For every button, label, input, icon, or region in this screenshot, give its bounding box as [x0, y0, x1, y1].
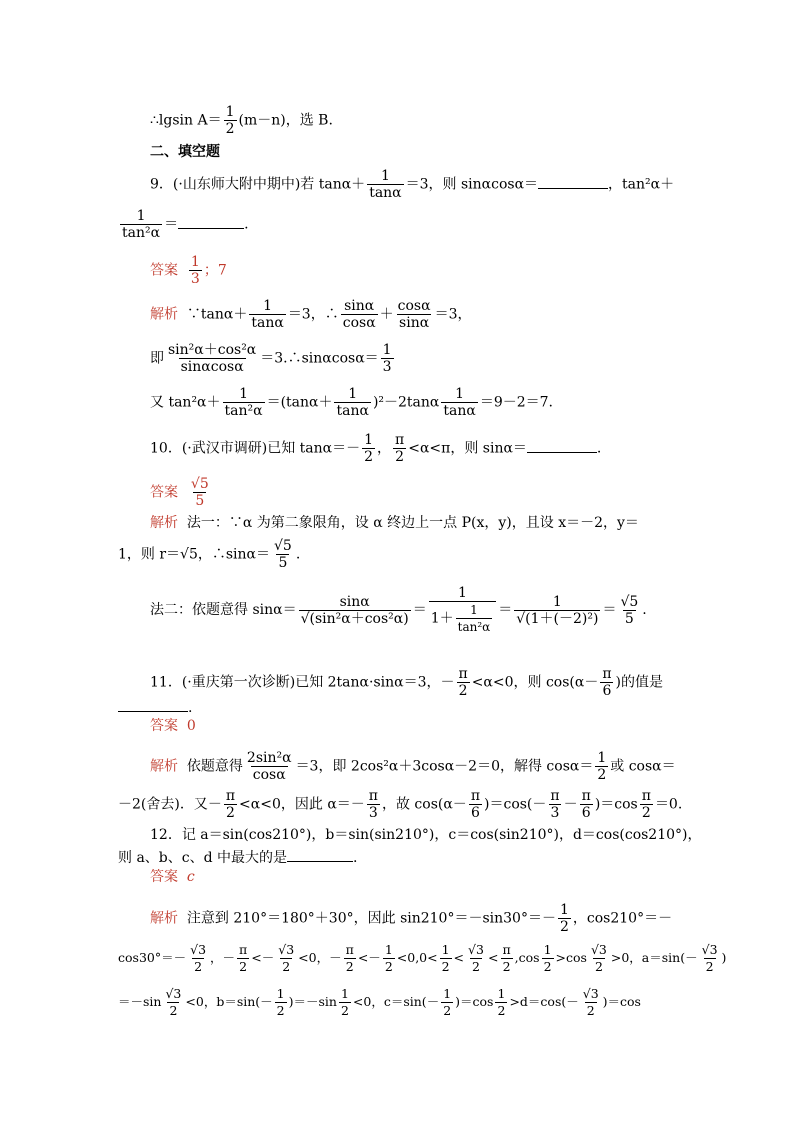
- section-title: 二、填空题: [150, 144, 220, 160]
- analysis-label: 解析: [150, 758, 178, 775]
- q12-answer: 答案 c: [150, 869, 195, 885]
- q12-blank[interactable]: [287, 847, 353, 862]
- q9-answer: 答案 $\frac{1}{3}$ ；7: [150, 254, 227, 287]
- q11-analysis-line1: 解析 依题意得 $\frac{\text{2sin²α}}{\cos\alpha}$ ＝3，即 2cos²α＋3cosα－2＝0，解得 cosα＝ $\frac{1}{2}$ 或 cosα＝: [150, 750, 676, 783]
- analysis-label: 解析: [150, 910, 178, 927]
- answer-label: 答案: [150, 484, 178, 501]
- q9-blank2[interactable]: [178, 214, 244, 229]
- q9-line1: 9．(·山东师大附中期中)若 tanα＋ $\frac{1}{\tan\alpha}$ ＝3，则 sinαcosα＝ ，tan²α＋: [150, 168, 675, 201]
- q12-analysis-line1: 解析 注意到 210°＝180°＋30°，因此 sin210°＝－sin30°＝－ $\frac{1}{2}$ ，cos210°＝－: [150, 902, 673, 935]
- q11-line1: 11．(·重庆第一次诊断)已知 2tanα·sinα＝3，－ $\frac{\pi}{2}$ <α<0，则 cos(α－ $\frac{\pi}{6}$ )的值是: [150, 666, 664, 699]
- q11-blank[interactable]: [118, 697, 188, 712]
- prev-result-post: (m－n)，选 B.: [238, 112, 333, 129]
- analysis-label: 解析: [150, 306, 178, 323]
- q11-line2: .: [118, 697, 192, 717]
- q12-line2: 则 a、b、c、d 中最大的是 .: [118, 847, 357, 867]
- q12-line1: 12．记 a＝sin(cos210°)，b＝sin(sin210°)，c＝cos(sin210°)，d＝cos(cos210°)，: [150, 827, 702, 843]
- analysis-label: 解析: [150, 515, 178, 531]
- answer-label: 答案: [150, 718, 178, 734]
- q12-analysis-line3: ＝－sin $\frac{√3}{2}$ <0，b＝sin(－ $\frac{1}{2}$ )＝－sin $\frac{1}{2}$ <0，c＝sin(－ $\frac{1}{2}$ )＝cos $\frac{1}{2}$ >d＝cos(－ $\frac{√3}{2}$ )＝cos: [118, 986, 641, 1018]
- q9-line2: $\frac{1}{\text{tan²α}}$ ＝ .: [122, 208, 249, 241]
- q9-analysis-line3: 又 tan²α＋ $\frac{1}{\text{tan²α}}$ ＝(tanα＋ $\frac{1}{\tan\alpha}$ )²－2tanα $\frac{1}{\tan\alpha}$ ＝9－2＝7.: [150, 386, 553, 419]
- prev-result-line: [150, 104, 333, 137]
- q9-analysis-line1: 解析 ∵tanα＋ $\frac{1}{\tan\alpha}$ ＝3，∴ $\frac{\sin\alpha}{\cos\alpha}$ ＋ $\frac{\cos\alpha}{\sin\alpha}$ ＝3，: [150, 298, 472, 331]
- q12-analysis-line2: cos30°＝－ $\frac{√3}{2}$ ，－ $\frac{\pi}{2}$ <－ $\frac{√3}{2}$ <0，－ $\frac{\pi}{2}$ <－ $\frac{1}{2}$ <0,0< $\frac{1}{2}$ < $\frac{√3}{2}$ < $\frac{\pi}{2}$ ,cos $\frac{1}{2}$ >cos $\frac{√3}{2}$ >0，a＝sin(－ $\frac{√3}{2}$ ): [118, 942, 727, 974]
- q11-analysis-line2: －2(舍去)．又－ $\frac{\pi}{2}$ <α<0，因此 α＝－ $\frac{\pi}{3}$ ，故 cos(α－ $\frac{\pi}{6}$ )＝cos(－ $\frac{\pi}{3}$ － $\frac{\pi}{6}$ )＝cos $\frac{\pi}{2}$ ＝0.: [118, 788, 683, 821]
- q10-method1-line2: 1，则 r＝√5，∴sinα＝ $\frac{√5}{5}$ .: [118, 538, 301, 571]
- q11-answer: 答案 0: [150, 718, 196, 734]
- q10-method1-line1: 解析 法一：∵α 为第二象限角，设 α 终边上一点 P(x，y)，且设 x＝－2，y＝: [150, 515, 639, 531]
- prev-result-pre: ∴lgsin A＝: [150, 112, 222, 129]
- answer-label: 答案: [150, 262, 178, 279]
- q9-analysis-line2: 即 $\frac{\text{sin²α＋cos²α}}{\sin\alpha\cos\alpha}$ ＝3.∴sinαcosα＝ $\frac{1}{3}$: [150, 342, 392, 375]
- half-fraction: $\frac{1}{2}$: [225, 104, 235, 137]
- q10-answer: 答案 $\frac{√5}{5}$: [150, 476, 209, 509]
- q10-line1: 10．(·武汉市调研)已知 tanα＝－ $\frac{1}{2}$ ， $\frac{\pi}{2}$ <α<π，则 sinα＝ .: [150, 432, 602, 465]
- answer-label: 答案: [150, 869, 178, 885]
- q10-blank[interactable]: [527, 438, 597, 453]
- q10-method2: 法二：依题意得 sinα＝ $\frac{\sin\alpha}{\text{√(sin²α＋cos²α)}}$ ＝ 1 1＋ $\frac{1}{\text{tan²α}}$ ＝ $\frac{1}{\text{√(1＋(－2)²)}}$ ＝ $\frac{√5}{5}$ .: [150, 585, 647, 634]
- q9-blank1[interactable]: [538, 174, 608, 189]
